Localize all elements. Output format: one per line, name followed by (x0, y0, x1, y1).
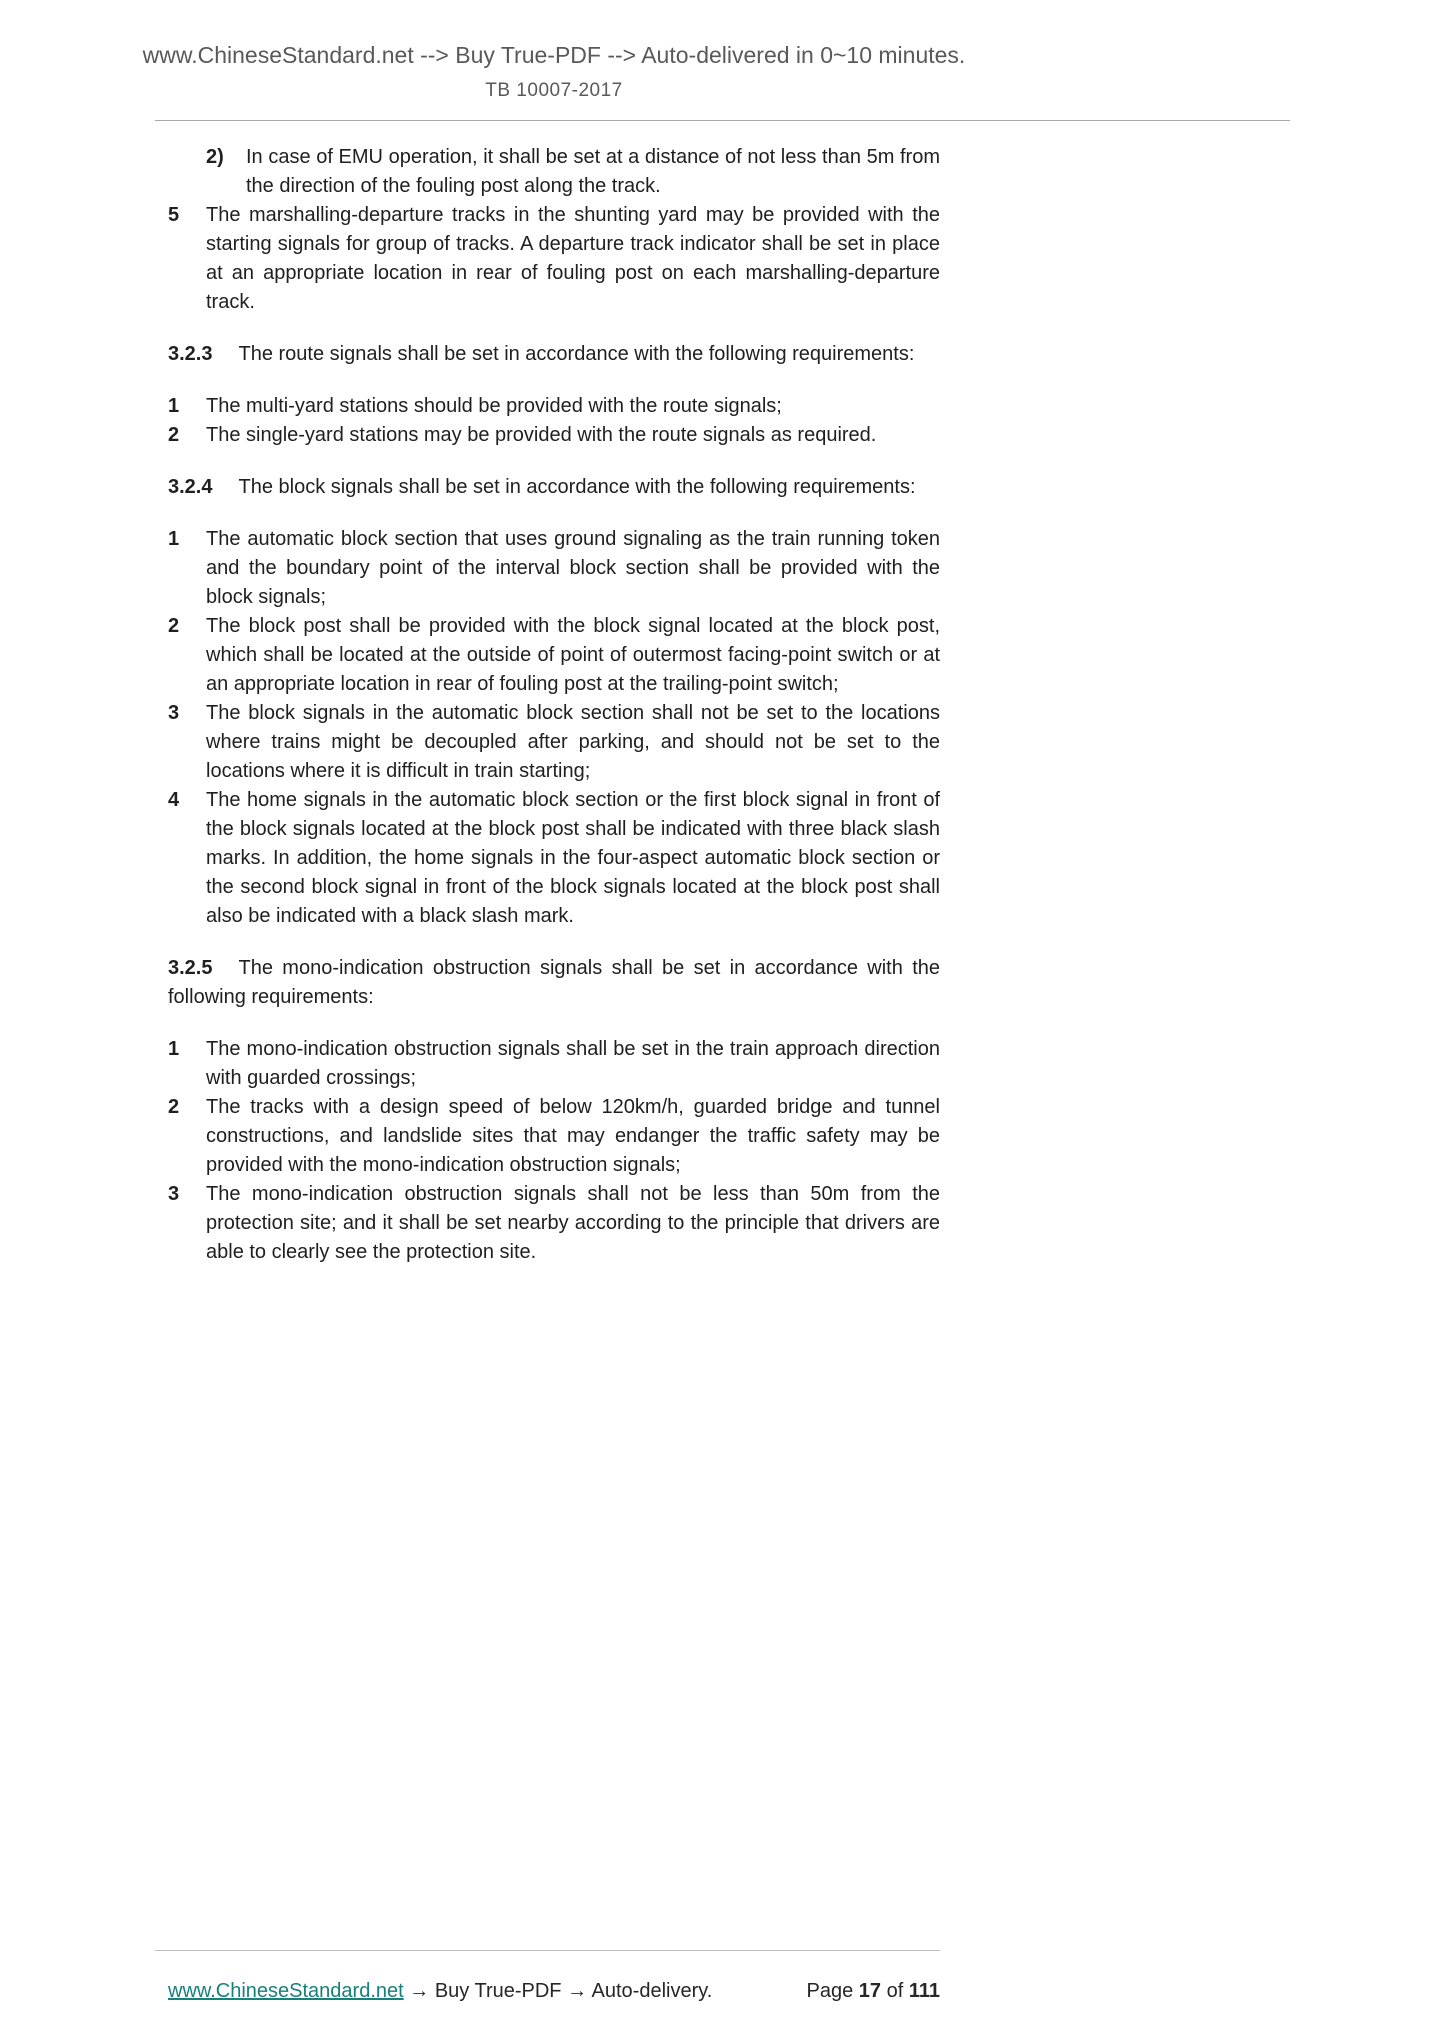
page-footer (168, 1980, 940, 2003)
clause-item (168, 699, 940, 786)
clause-item (168, 1180, 940, 1267)
item-number: 2 (168, 424, 180, 446)
clause-subitem (168, 143, 940, 201)
item-text: The mono-indication obstruction signals shall be set in the train approach direction with guarded crossings; (206, 1038, 940, 1089)
footer-divider (155, 1950, 940, 1951)
page-indicator (806, 1980, 940, 2003)
section-number: 3.2.3 (168, 343, 213, 365)
clause-item (168, 612, 940, 699)
item-number: 3 (168, 1183, 180, 1205)
item-text: The automatic block section that uses ground signaling as the train running token and the boundary point of the interval block section shall be provided with the block signals; (206, 528, 940, 608)
item-text: The multi-yard stations should be provided with the route signals; (206, 395, 782, 417)
item-text: In case of EMU operation, it shall be set at a distance of not less than 5m from the direction of the fouling post along the track. (246, 146, 940, 197)
doc-number: TB 10007-2017 (485, 80, 623, 101)
header-divider (155, 120, 1290, 121)
clause-item (168, 786, 940, 931)
section-text: The mono-indication obstruction signals shall be set in accordance with the following requirements: (168, 957, 940, 1008)
item-text: The tracks with a design speed of below 120km/h, guarded bridge and tunnel constructions, and landslide sites that may endanger the traffic safety may be provided with the mono-indication obstruction signals; (206, 1096, 940, 1176)
item-number: 1 (168, 528, 180, 550)
section-heading (168, 473, 940, 502)
page-current: 17 (858, 1980, 882, 2002)
clause-item (168, 392, 940, 421)
item-number: 1 (168, 395, 180, 417)
section-number: 3.2.5 (168, 957, 213, 979)
item-number: 2) (206, 146, 224, 168)
item-number: 4 (168, 789, 180, 811)
item-text: The single-yard stations may be provided with the route signals as required. (206, 424, 877, 446)
footer-banner (168, 1980, 712, 2003)
item-text: The block signals in the automatic block section shall not be set to the locations where trains might be decoupled after parking, and should not be set to the locations where it is difficult in train starting; (206, 702, 940, 782)
item-number: 1 (168, 1038, 180, 1060)
footer-tail: → Buy True-PDF → Auto-delivery. (409, 1980, 713, 2002)
item-number: 3 (168, 702, 180, 724)
document-body (168, 143, 940, 1267)
item-text: The mono-indication obstruction signals shall not be less than 50m from the protection site; and it shall be set nearby according to the principle that drivers are able to clearly see the protection site. (206, 1183, 940, 1263)
clause-item (168, 421, 940, 450)
clause-item (168, 1035, 940, 1093)
page-total: 111 (908, 1980, 940, 2002)
section-number: 3.2.4 (168, 476, 213, 498)
section-heading (168, 954, 940, 1012)
header-banner: www.ChineseStandard.net --> Buy True-PDF --> Auto-delivered in 0~10 minutes. (142, 42, 966, 68)
item-number: 2 (168, 1096, 180, 1118)
page-header (0, 42, 1108, 102)
item-number: 5 (168, 204, 180, 226)
footer-link[interactable]: www.ChineseStandard.net (168, 1980, 404, 2002)
item-text: The home signals in the automatic block section or the first block signal in front of the block signals located at the block post shall be indicated with three black slash marks. In addition, the home signals in the four-aspect automatic block section or the second block signal in front of the block signals located at the block post shall also be indicated with a black slash mark. (206, 789, 940, 927)
page-label: Page (806, 1980, 854, 2002)
clause-item (168, 1093, 940, 1180)
page-of-label: of (886, 1980, 904, 2002)
clause-item (168, 201, 940, 317)
item-text: The block post shall be provided with the block signal located at the block post, which shall be located at the outside of point of outermost facing-point switch or at an appropriate location in rear of fouling post at the trailing-point switch; (206, 615, 940, 695)
section-heading (168, 340, 940, 369)
clause-item (168, 525, 940, 612)
section-text: The block signals shall be set in accordance with the following requirements: (238, 476, 916, 498)
item-text: The marshalling-departure tracks in the shunting yard may be provided with the starting signals for group of tracks. A departure track indicator shall be set in place at an appropriate location in rear of fouling post on each marshalling-departure track. (206, 204, 940, 313)
section-text: The route signals shall be set in accordance with the following requirements: (238, 343, 915, 365)
item-number: 2 (168, 615, 180, 637)
